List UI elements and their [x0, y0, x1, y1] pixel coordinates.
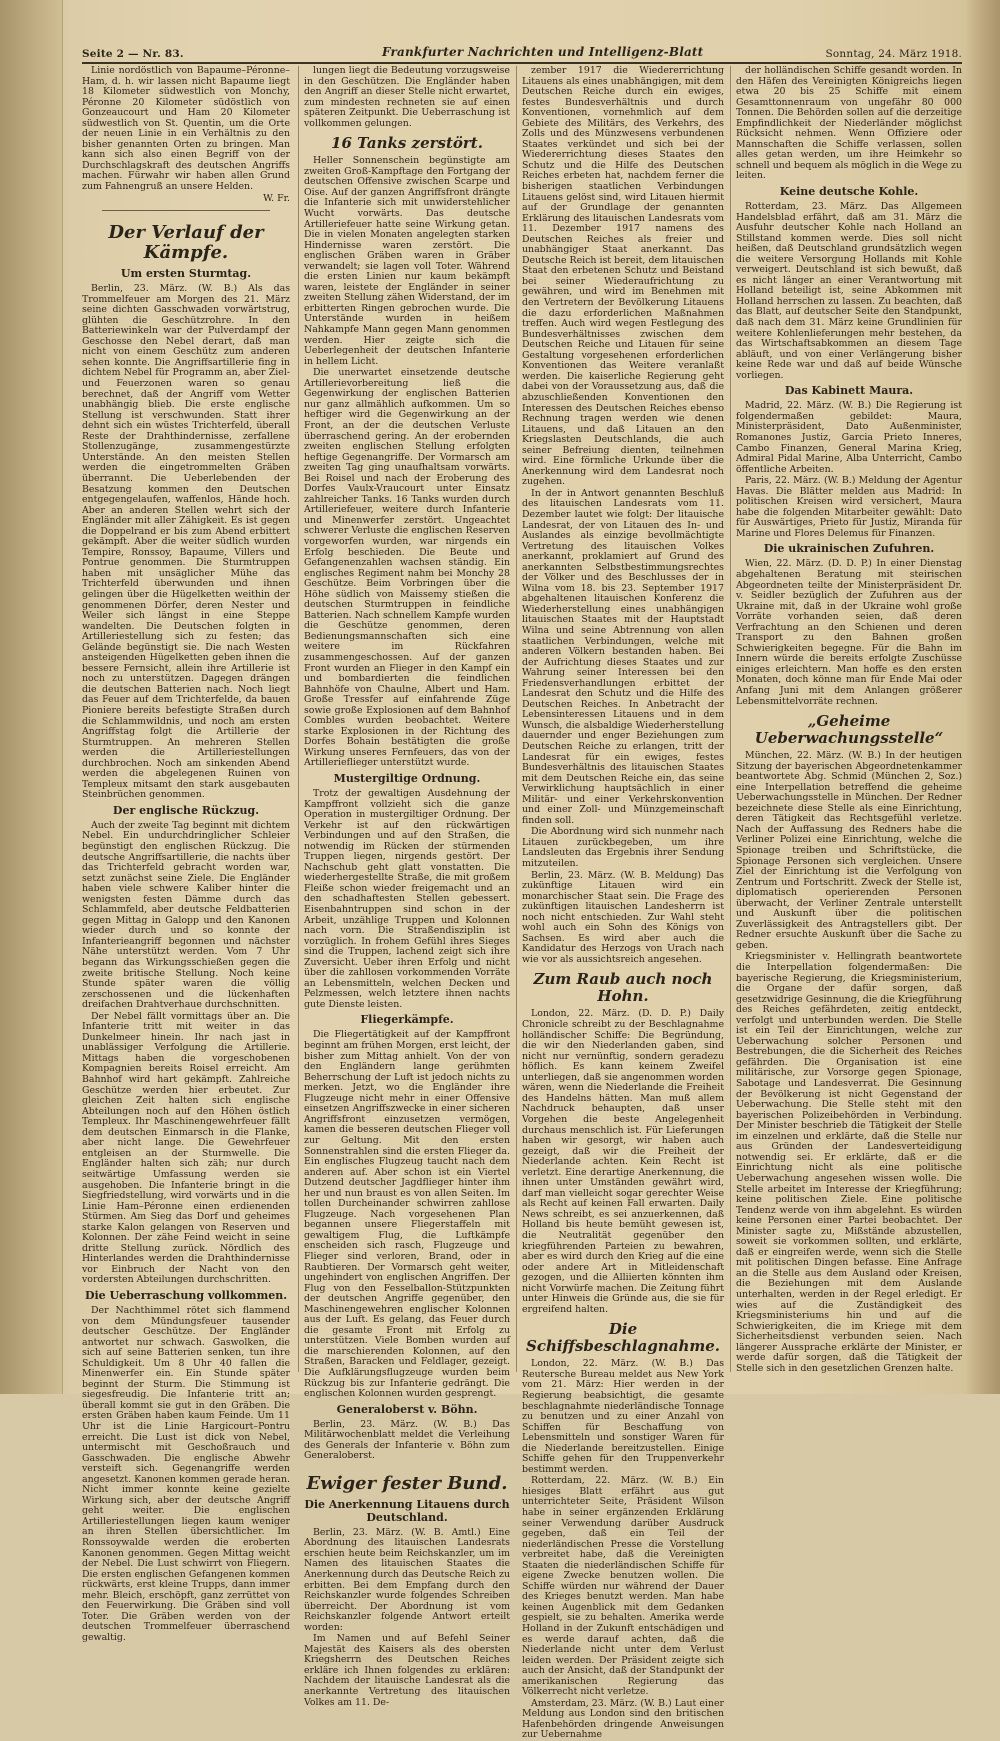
headline-boehn: Generaloberst v. Böhn.: [336, 1402, 478, 1416]
article-text: Wien, 22. März. (D. D. P.) In einer Dienstag abgehaltenen Beratung mit steirischen Abgeordneten teilte der Ministerpräsident Dr. v. Seidler bezüglich der Zufuhren aus der Ukraine mit, daß in der Ukraine wohl große Vorräte vorhanden seien, daß deren Verfrachtung an den Schienen und deren Transport zu den Bahnen großen Schwierigkeiten begegne. Für die Bahn im Innern würde die bereits erfolgte Zuschüsse einiges erleichtern. Man hoffe es den ersten Monaten, doch könne man für Ende Mai oder Anfang Juni mit dem Anlangen größerer Lebensmittelvorräte rechnen.: [736, 558, 962, 707]
headline-schiffsbeschlagnahme: Die Schiffsbeschlagnahme.: [525, 1320, 720, 1356]
article-text: Die Abordnung wird sich nunmehr nach Litauen zurückbegeben, um ihre Landsleuten das Ergebnis ihrer Sendung mitzuteilen.: [522, 826, 724, 870]
headline-verlauf: Der Verlauf der Kämpfe.: [108, 222, 264, 264]
binding-gutter: [0, 0, 63, 1394]
page-edge-shadow: [966, 0, 1000, 1394]
column-3: [522, 65, 724, 1741]
article-text: Linie nordöstlich von Bapaume–Péronne–Ham, d. h. wir lassen nicht Bapaume liegt 18 Kilometer südwestlich von Monchy, Péronne 20 Kilometer südöstlich von Gonzeaucourt und Ham 20 Kilometer südwestlich von St. Quentin, um die Orte der neuen Linie in ein Verhältnis zu den bisher genannten Orten zu bringen. Man kann sich also einen Begriff von der Durchschlagskraft des deutschen Angriffs machen. Fürwahr wir haben allen Grund zum Fahnengruß an unsere Helden.: [82, 65, 290, 193]
author-signature: W. Fr.: [263, 192, 290, 204]
article-text: Trotz der gewaltigen Ausdehnung der Kampffront vollzieht sich die ganze Operation in mustergiltiger Ordnung. Der Verkehr ist auf den rückwärtigen Verbindungen und auf den Straßen, die notwendig im Rücken der stürmenden Truppen liegen, nirgends gestört. Der Nachschub geht glatt vonstatten. Die wiederhergestellte Straße, die mit großem Fleiße schon wieder freigemacht und an den schadhaftesten Stellen gebessert. Eisenbahntruppen sind schon in der Arbeit, unzählige Truppen und Kolonnen nach vorn. Die Straßendisziplin ist vorzüglich. In frohem Gefühl ihres Sieges sind die Truppen, lachend zeigt sich ihre Zuversicht. Ueber ihren Erfolg und nicht über die zahllosen vorkommenden Vorräte an Lebensmitteln, welchen Decken und Pelzmessen, welch letztere ihnen nachts gute Dienste leisten.: [304, 788, 510, 1010]
article-text: lungen liegt die Bedeutung vorzugsweise in den Geschützen. Die Engländer haben den Angriff an dieser Stelle nicht erwartet, zum mindesten rechneten sie auf einen späteren Zeitpunkt. Die Ueberraschung ist vollkommen gelungen.: [304, 65, 510, 129]
article-text: Der Nachthimmel rötet sich flammend von dem Mündungsfeuer tausender deutscher Geschütze. Der Engländer antwortet nur schwach. Gaswolken, die sich auf seine Batterien senken, tun ihre Schuldigkeit. Um 8 Uhr 40 fallen die Minenwerfer ein. Ein Stunde später beginnt der Sturm. Die Stimmung ist siegesfreudig. Die Infanterie tritt an; überall kommt sie gut in den Gräben. Die ersten Gräben haben kaum Feinde. Um 11 Uhr ist die Linie Hargicourt–Pontru erreicht. Die Lust ist dick von Nebel, untermischt mit Geschoßrauch und Gasschwaden. Die englische Abwehr versteift sich. Gegenangriffe werden angesetzt. Kanonen kommen gerade heran. Nicht immer konnte keine gezielte Wirkung sich, aber der deutsche Angriff geht weiter. Die englischen Artilleriestellungen liegen kaum weniger an ihren Stellen übersichtlicher. Im Ronssoywalde werden die eroberten Kanonen genommen. Gegen Mittag weicht der Nebel. Die Lust schwirrt von Fliegern. Die ersten englischen Gefangenen kommen rückwärts, erst kleine Trupps, dann immer mehr. Bleich, erschöpft, ganz zerrüttet von den Feuerwirkung. Die Gräben sind voll Toter. Die Gräben werden von der deutschen Trommelfeuer überraschend gewaltig.: [82, 1304, 290, 1643]
subheadline-sturmtag: Um ersten Sturmtag.: [120, 267, 252, 281]
page-number: Seite 2 — Nr. 83.: [82, 48, 184, 60]
article-text: zember 1917 die Wiedererrichtung Litauens als eines unabhängigen, mit dem Deutschen Reiche durch ein ewiges, festes Bundesverhältnis und durch Konventionen, vornehmlich auf dem Gebiete des Militärs, des Verkehrs, des Zolls und des Münzwesens verbundenen Staates verkündet und sich bei der Wiedererrichtung dieses Staates den Schutz und die Hilfe des Deutschen Reiches erbeten hat, nachdem ferner die bisherigen staatlichen Verbindungen Litauens gelöst sind, wird Litauen hiermit auf der Grundlage der genannten Erklärung des litauischen Landesrats vom 11. Dezember 1917 namens des Deutschen Reiches als freier und unabhängiger Staat anerkannt. Das Deutsche Reich ist bereit, dem litauischen Staat den erbetenen Schutz und Beistand bei seiner Wiederaufrichtung zu gewähren, und wird im Benehmen mit den Vertretern der Bevölkerung Litauens die dazu erforderlichen Maßnahmen treffen. Auch wird wegen Festlegung des Bundesverhältnisses zwischen dem Deutschen Reiche und Litauen für seine Gestaltung vorgesehenen erforderlichen Konventionen das Weitere veranlaßt werden. Die kaiserliche Regierung geht dabei von der Voraussetzung aus, daß die abzuschließenden Konventionen den Interessen des Deutschen Reiches ebenso Rechnung tragen werden wie denen Litauens, und daß Litauen an den Kriegslasten Deutschlands, die auch seiner Befreiung dienten, teilnehmen wird. Eine förmliche Urkunde über die Anerkennung wird dem Landesrat noch zugehen.: [522, 65, 724, 488]
column-divider: [516, 66, 517, 1372]
article-text: Berlin, 23. März. (W. B.) Als das Trommelfeuer am Morgen des 21. März seine dichten Gasschwaden vorwärtstrug, glühten die Geschützrohre. In den Batteriewinkeln war der Pulverdampf der Geschosse den Nebel derart, daß man nicht von einem Geschütz zum anderen sehen konnte. Die Angriffsartillerie fing in dichtem Nebel für Programm an, aber Ziel- und Feuerzonen waren so genau berechnet, daß der Angriff vom Wetter unabhängig blieb. Die erste englische Stellung ist verschwunden. Statt ihrer dehnt sich ein wüstes Trichterfeld, überall Reste der Drahthindernisse, zerfallene Stollenzugänge, zusammengestürzte Unterstände. An den meisten Stellen werden die eingetrommelten Gräben überrannt. Die Ueberlebenden der Besatzung kommen den Deutschen entgegengelaufen, waffenlos, Hände hoch. Aber an anderen Stellen wehrt sich der Engländer mit aller Zähigkeit. Es ist gegen die Doppelrand er bis zum Abend erbittert gekämpft. Aber die weiter südlich wurden Tempire, Ronssoy, Bapaume, Villers und Pontrue genommen. Die Sturmtruppen haben mit unsäglicher Mühe das Trichterfeld überwunden und ihnen gelingen über die Hügelketten weithin der genommenen Dörfer, deren Nester und Weiler sich längst in eine Steppe wandelten. Die Deutschen folgten in Artilleriestellung sich zu festen; das Gelände begünstigt sie. Die nach Westen ansteigenden Hügelketten geben ihnen die bessere Fernsicht, allein ihre Artillerie ist noch zu unterstützen. Dagegen drängen die deutschen Batterien nach. Noch liegt das Feuer auf dem Trichterfelde, da bauen Pioniere bereits befestigte Straßen durch die Schlammwildnis, und noch am ersten Angriffstag folgt die Artillerie der Sturmtruppen. An mehreren Stellen werden die Artilleriestellungen durchbrochen. Noch am sinkenden Abend werden die abgelegenen Ruinen von Templeux mitsamt den stark ausgebauten Steinbrüchen genommen.: [82, 283, 290, 801]
column-2: [304, 65, 510, 1708]
newspaper-title: Frankfurter Nachrichten und Intelligenz-Blatt: [382, 45, 704, 59]
article-text: London, 22. März. (W. B.) Das Reutersche Bureau meldet aus New York vom 21. März: Hier werden in der Regierung beabsichtigt, die gesamte beschlagnahmte niederländische Tonnage zu benutzen und zu einer Anzahl von Schiffen für Beschaffung von Lebensmitteln und sonstiger Waren für die Niederlande bereitzustellen. Einige Schiffe gehen für den Truppenverkehr bestimmt werden.: [522, 1358, 724, 1475]
headline-rueckzug: Der englische Rückzug.: [112, 803, 260, 817]
headline-bund: Ewiger fester Bund.: [306, 1472, 508, 1494]
headline-ueberwachungsstelle: „Geheime Ueberwachungsstelle“: [754, 712, 944, 748]
headline-maura: Das Kabinett Maura.: [784, 384, 914, 398]
article-text: München, 22. März. (W. B.) In der heutigen Sitzung der bayerischen Abgeordnetenkammer beantwortete Abg. Schmid (München 2, Soz.) eine Interpellation betreffend die geheime Ueberwachungsstelle in München. Der Redner bezeichnete diese Stelle als eine Einrichtung, deren Tätigkeit das Rechtsgefühl verletze. Nach der Auffassung des Redners habe die Verliner Polizei eine Einrichtung, welche die Spionage treiben und Schriftstücke, die Spionage Personen sich vergleichen. Unsere Ziel der Einrichtung ist die Verfolgung von Zentrum und Fortschritt. Zweck der Stelle ist, diplomatisch operierenden Personen überwacht, der Verliner Zentrale unterstellt und Auskunft über die politischen Zuverlässigkeit des Antragstellers gibt. Der Redner ersuchte Auskunft über die Sache zu geben.: [736, 750, 962, 951]
article-text: Im Namen und auf Befehl Seiner Majestät des Kaisers als des obersten Kriegsherrn des Deutschen Reiches erkläre ich Ihnen folgendes zu erklären: Nachdem der litauische Landesrat als die anerkannte Vertretung des litauischen Volkes am 11. De-: [304, 1633, 510, 1708]
article-text: Rotterdam, 23. März. Das Allgemeen Handelsblad erfährt, daß am 31. März die Ausfuhr deutscher Kohle nach Holland an Stillstand kommen werde. Dies soll nicht heißen, daß Deutschland grundsätzlich wegen die weitere Versorgung Hollands mit Kohle verweigert. Deutschland ist sich bewußt, daß es nicht länger an einer Verantwortung mit Holland beteiligt ist, seine Abkommen mit Holland herrschen zu lassen. Zu beachten, daß das Blatt, auf deutscher Seite den Standpunkt, daß nach dem 31. März keine Grundlinien für weitere Kohlenlieferungen mehr bestehen, da das Wirtschaftsabkommen an diesem Tage abläuft, und von einer Verlängerung bisher keine Rede war und daß auf beide Wünsche vorliegen.: [736, 201, 962, 381]
article-text: Paris, 22. März. (W. B.) Meldung der Agentur Havas. Die Blätter melden aus Madrid: In politischen Kreisen wird versichert, Maura habe die folgenden Mitarbeiter gewählt: Dato für Auswärtiges, Prieto für Justiz, Miranda für Marine und Flores Delemus für Finanzen.: [736, 475, 962, 539]
subheadline-litauen: Die Anerkennung Litauens durch Deutschland.: [304, 1497, 510, 1524]
issue-date: Sonntag, 24. März 1918.: [825, 48, 962, 60]
headline-fliegerkaempfe: Fliegerkämpfe.: [360, 1013, 454, 1027]
article-text: Die unerwartet einsetzende deutsche Artillerievorbereitung ließ die Gegenwirkung der englischen Batterien nur ganz allmählich aufkommen. Um so heftiger wird die Gegenwirkung an der Front, an der die deutschen Verluste überraschend gering. An der erobernden zweiten englischen Stellung erfolgten heftige Gegenangriffe. Der Vormarsch am zweiten Tag ging unaufhaltsam vorwärts. Bei Roisel und nach der Eroberung des Dorfes Vaulx-Vraucourt unter Einsatz zahlreicher Tanks. 16 Tanks wurden durch Artilleriefeuer, weitere durch Infanterie und Minenwerfer zerstört. Ungeachtet schwerer Verluste die englischen Reserven vorgeworfen wurden, war nirgends ein Erfolg beschieden. Die Beute und Gefangenenzahlen wachsen ständig. Ein englisches Regiment nahm bei Monchy 28 Geschütze. Beim Vorbringen über die Höhe südlich von Maissemy stießen die deutschen Sturmtruppen in feindliche Batterien. Nach schnellem Kampfe wurden die Geschütze genommen, deren Bedienungsmannschaften sich eine weitere im Rückfahren zusammengeschossen. Auf der ganzen Front wurden an Flieger in den Kampf ein und bombardierten die feindlichen Bahnhöfe von Chaulne, Albert und Ham. Große Tressfer auf einfahrende Züge sowie große Explosionen auf dem Bahnhof Combles wurden beobachtet. Weitere starke Explosionen in der Richtung des Dorfes Bohain bestätigten die große Wirkung unseres Fernfeuers, das von der Artillerieflieger unterstützt wurde.: [304, 367, 510, 769]
section-rule: [102, 210, 270, 211]
headline-kohle: Keine deutsche Kohle.: [779, 185, 919, 199]
article-text: Berlin, 23. März. (W. B. Amtl.) Eine Abordnung des litauischen Landesrats erschien heute beim Reichskanzler, um im Namen des litauischen Staates die Anerkennung durch das Deutsche Reich zu erbitten. Bei dem Empfang durch den Reichskanzler wurde folgendes Schreiben überreicht. Der Abordnung ist vom Reichskanzler folgende Antwort erteilt worden:: [304, 1526, 510, 1633]
article-text: Auch der zweite Tag beginnt mit dichtem Nebel. Ein undurchdringlicher Schleier begünstigt den englischen Rückzug. Die deutsche Angriffsartillerie, die nachts über das Trichterfeld gebracht worden war, setzt zunächst seine Ziele. Die Engländer haben viele schwere Kaliber hinter die wenigsten festen Dämme durch das Schlammfeld, aber deutsche Feldbatterien gegen Mittag in Galopp und den Kanonen wieder durch und so konnte der Infanterieangriff begonnen und nächster Nähe unterstützt werden. Vom 7 Uhr begann das Wirkungsschießen gegen die zweite britische Stellung. Noch keine Stunde später waren die völlig zerschossenen und die lückenhaften dreifachen Drahtverhaue durchschnitten.: [82, 819, 290, 1011]
article-text: In der in Antwort genannten Beschluß des litauischen Landesrats vom 11. Dezember lautet wie folgt: Der litauische Landesrat, der von Litauen des In- und Auslandes als einzige bevollmächtigte Vertretung des litauischen Volkes anerkannt, proklamiert auf Grund des anerkannten Selbstbestimmungsrechtes der Völker und des Beschlusses der in Wilna vom 18. bis 23. September 1917 abgehaltenen litauischen Konferenz die Wiederherstellung eines unabhängigen litauischen Staates mit der Hauptstadt Wilna und seine Abtrennung von allen staatlichen Verbindungen, welche mit anderen Völkern bestanden haben. Bei der Aufrichtung dieses Staates und zur Wahrung seiner Interessen bei den Friedensverhandlungen erbittet der Landesrat den Schutz und die Hilfe des Deutschen Reiches. In Anbetracht der Lebensinteressen Litauens und in dem Wunsch, die alsbaldige Wiederherstellung dauernder und enger Beziehungen zum Deutschen Reiche zu erlangen, tritt der Landesrat für ein ewiges, festes Bundesverhältnis des litauischen Staates mit dem Deutschen Reiche ein, das seine Verwirklichung hauptsächlich in einer Militär- und einer Verkehrskonvention und einer Zoll- und Münzgemeinschaft finden soll.: [522, 487, 724, 826]
column-4: [736, 66, 962, 1376]
page-header: [82, 44, 962, 64]
column-divider: [730, 66, 731, 1372]
header-rule: [82, 62, 962, 64]
headline-raub: Zum Raub auch noch Hohn.: [533, 970, 713, 1006]
article-text: Berlin, 23. März. (W. B. Meldung) Das zukünftige Litauen wird ein monarchischer Staat sein. Die Frage des zukünftigen litauischen Landesherrn ist noch nicht entschieden. Zur Wahl steht wohl auch ein Sohn des Königs von Sachsen. Es wird aber auch die Kandidatur des Herzogs von Urach nach wie vor als aussichtsreich angesehen.: [522, 869, 724, 965]
article-text: London, 22. März. (D. D. P.) Daily Chronicle schreibt zu der Beschlagnahme holländischer Schiffe: Die Begründung, die wir den Niederlanden gaben, sind nicht nur vernünftig, sondern geradezu höflich. Es kann keinem Zweifel unterliegen, daß sie angenommen worden wären, wenn die Niederlande die Freiheit des Handelns hätten. Man muß allem Nachdruck behaupten, daß unser Vorgehen die beste Angelegenheit durchaus menschlich ist. Für Lieferungen haben wir gesorgt, wir haben auch gezeigt, daß wir die Freiheit der Niederlande achten. Kein Recht ist verletzt. Eine derartige Anerkennung, die ihnen unter Umständen gewährt wird, darf man vielleicht sogar gerechter Weise als Recht auf keinen Fall erwarten. Daily News schreibt, es sei anzuerkennen, daß Holland bis heute bemüht gewesen ist, die Neutralität gegenüber den kriegführenden Parteien zu bewahren, aber es wird durch den Krieg auf die eine oder andere Art in Mitleidenschaft gezogen, und die Alliierten könnten ihm nicht Vorwürfe machen. Die Zeitung führt unter Hinweis die Gründe aus, die sie für ergreifend halten.: [522, 1008, 724, 1315]
article-text: Berlin, 23. März. (W. B.) Das Militärwochenblatt meldet die Verleihung des Generals der Infanterie v. Böhn zum Generaloberst.: [304, 1418, 510, 1462]
article-text: Amsterdam, 23. März. (W. B.) Laut einer Meldung aus London sind den britischen Hafenbehörden dringende Anweisungen zur Uebernahme: [522, 1697, 724, 1741]
headline-ordnung: Mustergiltige Ordnung.: [333, 772, 481, 785]
headline-ukraine: Die ukrainischen Zufuhren.: [763, 542, 935, 556]
article-text: Die Fliegertätigkeit auf der Kampffront beginnt am frühen Morgen, erst leicht, der bisher zum Mittag anhielt. Von der von den Engländern lange gerühmten Beherrschung der Luft ist jedoch nichts zu merken. Jetzt, wo die Engländer ihre Flugzeuge nicht mehr in einer Offensive einsetzen Angriffszwecke in einer sicheren Angriffsfront einzusetzen vermögen, kamen die besseren deutschen Flieger voll zur Geltung. Mit den ersten Sonnenstrahlen sind die ersten Flieger da. Ein englisches Flugzeug taucht nach dem anderen auf. Aber schon ist ein Viertel Dutzend deutscher Jagdflieger hinter ihm her und nun braust es von allen Seiten. Im tollen Durcheinander schwirren zahllose Flugzeuge. Nach vorgesehenen Plan begannen unsere Fliegerstaffeln mit gewaltigem Flug, die Luftkämpfe enscheiden sich rasch, Flugzeuge und Flieger sind verloren, Brand, oder in Raubtieren. Der Vormarsch geht weiter, ungehindert von englischen Angriffen. Der Flug von den Fesselballon-Stützpunkten der deutschen Angriffe gegenüber, den Maschinengewehren englischer Kolonnen aus der Luft. Es gelang, das Feuer durch die gesamte Front mit Erfolg zu unterstützen. Viele Bomben wurden auf die marschierenden Kolonnen, auf den Straßen, Baracken und Feldlager, gezeigt. Die Aufklärungsflugzeuge wurden beim Rückzug bis zur Infanterie gedrängt. Die englischen Kolonnen wurden gesprengt.: [304, 1029, 510, 1400]
article-text: der holländischen Schiffe gesandt worden. In den Häfen des Vereinigten Königreichs liegen etwa 20 bis 25 Schiffe mit einem Gesamttonnenraum von ungefähr 80 000 Tonnen. Die Behörden sollen auf die derzeitige Empfindlichkeit der Niederländer möglichst Rücksicht nehmen. Wenn Offiziere oder Mannschaften die Schiffe verlassen, sollen alles getan werden, um ihre Heimkehr so schnell und bequem als möglich in die Wege zu leiten.: [736, 65, 962, 182]
column-1: [82, 65, 290, 1643]
column-divider: [298, 66, 299, 1372]
article-text: Madrid, 22. März. (W. B.) Die Regierung ist folgendermaßen gebildet: Maura, Ministerpräsident, Dato Außenminister, Romanones Justiz, Garcia Prieto Inneres, Cambo Finanzen, General Marina Krieg, Admiral Pidal Marine, Alba Unterricht, Cambo öffentliche Arbeiten.: [736, 400, 962, 475]
article-text: Rotterdam, 22. März. (W. B.) Ein hiesiges Blatt erfährt aus gut unterrichteter Seite, Präsident Wilson habe in seiner ergänzenden Erklärung seiner Verwendung darüber Ausdruck gegeben, daß ein Teil der niederländischen Presse die Vorstellung verbreitet habe, daß die Vereinigten Staaten die niederländischen Schiffe für eigene Zwecke benutzen wollen. Die Schiffe würden nur während der Dauer des Krieges benutzt werden. Man habe keinen Augenblick mit dem Gedanken gespielt, sie zu behalten. Amerika werde Holland in der Zukunft entschädigen und es werde darauf achten, daß die Niederlande nicht unter dem Verlust leiden werden. Der Präsident zeigte sich auch der Ansicht, daß der Standpunkt der amerikanischen Regierung das Völkerrecht nicht verletze.: [522, 1475, 724, 1698]
headline-ueberraschung: Die Ueberraschung vollkommen.: [84, 1288, 288, 1302]
article-text: Der Nebel fällt vormittags über an. Die Infanterie tritt mit weiter in das Dunkelmeer hinein. Ihr nach jast in unablässiger Verfolgung die Artillerie. Mittags haben die vorgeschobenen Kompagnien bereits Roisel erreicht. Am Bahnhof wird hart gekämpft. Zahlreiche Geschütze werden hier erbeutet. Zur gleichen Zeit halten sich englische Abteilungen noch auf den Höhen östlich Templeux. Ihr Maschinengewehrfeuer fällt dem deutschen Einmarsch in die Flanke, aber nicht lange. Die Gewehrfeuer entgleisen an der Sturmwelle. Die Engländer halten sich zäh; nur durch seitwärtige Umfassung werden sie ausgehoben. Die Infanterie bringt in die Siegfriedstellung, wird vorwärts und in die Linie Ham–Péronne einen erdienenden Stürmen. Am Sieg das Dorf und geheimes starke Kalon gelangen von Reserven und Kolonnen. Der zähe Feind weicht in seine dritte Stellung zurück. Nördlich des Hinterlandes werden die Drahthindernisse vor Einbruch der Nacht von den vordersten Abteilungen durchschritten.: [82, 1010, 290, 1286]
headline-tanks: 16 Tanks zerstört.: [331, 134, 483, 153]
article-text: Kriegsminister v. Hellingrath beantwortete die Interpellation folgendermaßen: Die bayerische Regierung, die Kriegsministerium, die Organe der dafür sorgen, daß gesetzwidrige Gesinnung, die die Kriegführung des Reiches gefährdeten, zeitig entdeckt, verfolgt und unterbunden werden. Die Stelle ist ein Teil der Einrichtungen, welche zur Ueberwachung solcher Personen und Bestrebungen, die die Sicherheit des Reiches gefährden. Die Organisation ist eine militärische, zur Vorsorge gegen Spionage, Sabotage und Landesverrat. Die Gesinnung der Bevölkerung ist nicht Gegenstand der Ueberwachung. Die Stelle steht mit den bayerischen Polizeibehörden in Verbindung. Der Minister beschrieb die Tätigkeit der Stelle im einzelnen und erklärte, daß die Stelle nur aus Gründen der Landesverteidigung notwendig sei. Er erklärte, daß er die Einrichtung nicht als eine politische Ueberwachung angesehen wissen wolle. Die Stelle arbeitet im Interesse der Kriegführung; keine politischen Ziele. Eine politische Tendenz werde von ihm abgelehnt. Es würden keine Personen einer Partei beobachtet. Der Minister sagte zu, Mißstände abzustellen, soweit sie vorkommen sollten, und erklärte, daß er eingreifen werde, wenn sich die Stelle mit politischen Dingen befasse. Eine Anfrage an die Stelle aus dem Ausland oder Kreisen, die Beziehungen mit dem Auslande unterhalten, werden in der Regel erledigt. Er wies auf die Zuständigkeit des Kriegsministeriums hin und auf die Schwierigkeiten, die im Kriege mit dem Sicherheitsdienst verbunden seien. Nach längerer Aussprache erklärte der Minister, er werde dafür sorgen, daß die Tätigkeit der Stelle sich in den gesetzlichen Grenzen halte.: [736, 951, 962, 1374]
article-text: Heller Sonnenschein begünstigte am zweiten Groß-Kampftage den Fortgang der deutschen Offensive zwischen Scarpe und Oise. Auf der ganzen Angriffsfront drängte die Infanterie sich mit unwiderstehlicher Wucht vorwärts. Das deutsche Artilleriefeuer hatte seine Wirkung getan. Die in vielen Monaten angelegten starken Hindernisse waren zerstört. Die englischen Gräben waren in Gräber verwandelt; sie lagen voll Toter. Während die ersten Linien nur kaum bekämpft waren, leistete der Engländer in seiner zweiten Stellung zähen Widerstand, der im erbitterten Ringen gebrochen wurde. Die Unterstände wurden in heißem Nahkampfe Mann gegen Mann genommen werden. Hier zeigte sich die Ueberlegenheit der deutschen Infanterie in hellem Licht.: [304, 155, 510, 367]
